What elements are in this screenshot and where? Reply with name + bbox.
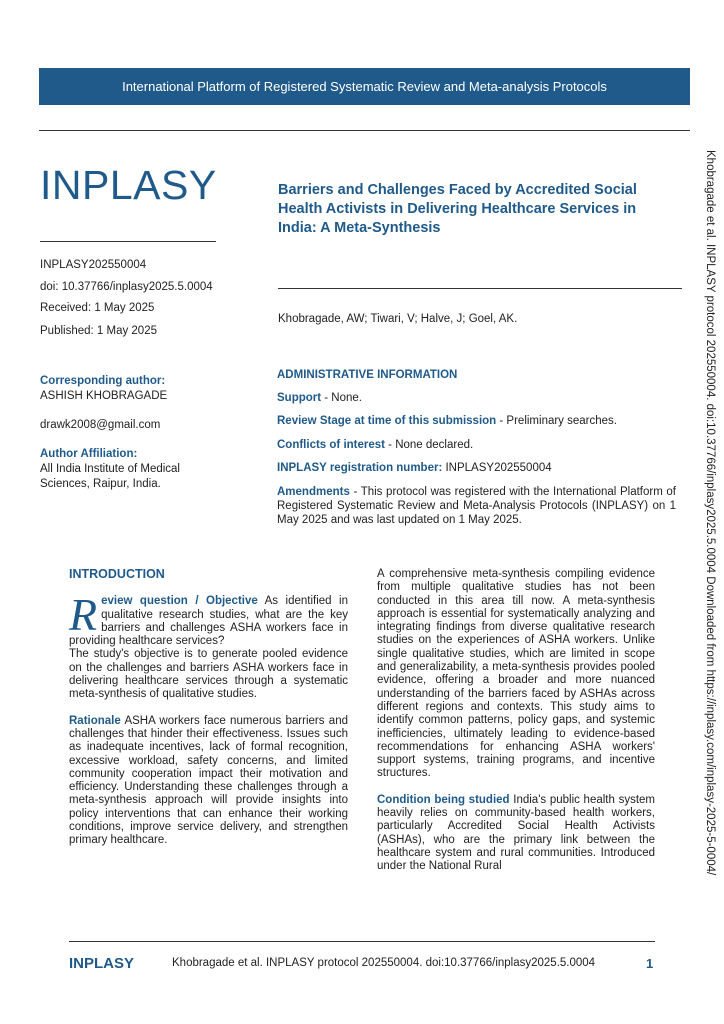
stage-label: Review Stage at time of this submission: [277, 415, 497, 427]
corresponding-author-label: Corresponding author:: [40, 375, 166, 387]
vertical-citation: Khobragade et al. INPLASY protocol 202550004. doi:10.37766/inplasy2025.5.0004 Downloaded from https://inplasy.com/inplasy-2025-5-0004/: [704, 150, 716, 876]
dropcap-letter: R: [69, 589, 98, 641]
inplasy-logo: INPLASY: [40, 162, 217, 208]
admin-support: [277, 391, 677, 405]
page-number: 1: [646, 956, 654, 971]
admin-heading: ADMINISTRATIVE INFORMATION: [277, 369, 458, 381]
meta-synthesis-paragraph: A comprehensive meta-synthesis compiling evidence from multiple qualitative studies has not been conducted in this area till now. A meta-synthesis approach is essential for systematically analyzing and integrating findings from diverse qualitative research studies on the experiences of ASHA workers. Unlike single qualitative studies, which are limited in scope and generalizability, a meta-synthesis provides pooled evidence, offering a broader and more nuanced understanding of the barriers faced by ASHAs across different regions and contexts. This study aims to identify common patterns, policy gaps, and systemic inefficiencies, ultimately leading to evidence-based recommendations for enhancing ASHA workers' support systems, training programs, and incentive structures.: [377, 568, 655, 780]
received-date: Received: 1 May 2025: [40, 302, 155, 314]
affiliation-label: Author Affiliation:: [40, 448, 138, 460]
rationale-paragraph: [69, 715, 348, 848]
admin-stage: [277, 414, 677, 428]
admin-conflicts: [277, 438, 677, 452]
admin-amendments: [277, 485, 676, 527]
rationale-text: ASHA workers face numerous barriers and challenges that hinder their effectiveness. Issues such as inadequate incentives, lack of formal recognition, excessive workload, safety concerns, and limited community cooperation impact their motivation and efficiency. Understanding these challenges through a meta-synthesis approach will provide insights into policy interventions that can enhance their working conditions, improve service delivery, and strengthen primary healthcare.: [69, 714, 348, 847]
published-date: Published: 1 May 2025: [40, 325, 157, 337]
logo-rule: [40, 241, 216, 242]
support-value: - None.: [321, 392, 362, 404]
corresponding-author-name: ASHISH KHOBRAGADE: [40, 390, 168, 402]
footer-citation: Khobragade et al. INPLASY protocol 202550004. doi:10.37766/inplasy2025.5.0004: [172, 957, 596, 969]
stage-value: - Preliminary searches.: [496, 415, 617, 427]
registration-label: INPLASY registration number:: [277, 462, 443, 474]
conflicts-value: - None declared.: [384, 439, 474, 451]
doi[interactable]: doi: 10.37766/inplasy2025.5.0004: [40, 281, 213, 293]
review-question-text: As identified in qualitative research studies, what are the key barriers and challenges ASHA workers face in providing healthcare services?: [69, 595, 349, 648]
registration-value: INPLASY202550004: [442, 462, 552, 474]
affiliation-text: All India Institute of Medical Sciences, Raipur, India.: [40, 463, 180, 490]
header-banner: International Platform of Registered Systematic Review and Meta-analysis Protocols: [39, 68, 690, 105]
author-email[interactable]: drawk2008@gmail.com: [40, 419, 161, 431]
right-column: [377, 568, 655, 891]
conflicts-label: Conflicts of interest: [277, 439, 385, 451]
title-rule: [278, 288, 682, 289]
footer-logo: INPLASY: [69, 955, 135, 972]
header-rule: [39, 130, 690, 131]
footer-rule: [69, 941, 655, 942]
amendments-value: - This protocol was registered with the International Platform of Registered Systematic Review and Meta-Analysis Protocols (INPLASY) on 1 May 2025 and was last updated on 1 May 2025.: [277, 486, 676, 526]
condition-label: Condition being studied: [377, 793, 510, 806]
introduction-heading: INTRODUCTION: [69, 567, 165, 581]
review-question-label: eview question / Objective: [101, 595, 258, 608]
author-list: Khobragade, AW; Tiwari, V; Halve, J; Goel, AK.: [278, 313, 518, 325]
rationale-label: Rationale: [69, 714, 121, 727]
support-label: Support: [277, 392, 322, 404]
condition-paragraph: [377, 794, 655, 874]
objective-paragraph: The study's objective is to generate pooled evidence on the challenges and barriers ASHA workers face in delivering healthcare services through a systematic meta-synthesis of qualitative studies.: [69, 648, 348, 701]
article-title: Barriers and Challenges Faced by Accredited Social Health Activists in Delivering Healthcare Services in India: A Meta-Synthesis: [278, 182, 637, 236]
left-column: [69, 568, 348, 848]
review-question-paragraph: [69, 589, 349, 648]
registration-id: INPLASY202550004: [40, 259, 147, 271]
amendments-label: Amendments: [277, 486, 350, 498]
admin-registration: [277, 461, 677, 475]
condition-text: India's public health system heavily relies on community-based health workers, particularly Accredited Social Health Activists (ASHAs), who are the primary link between the healthcare system and rural communities. Introduced under the National Rural: [377, 793, 655, 873]
